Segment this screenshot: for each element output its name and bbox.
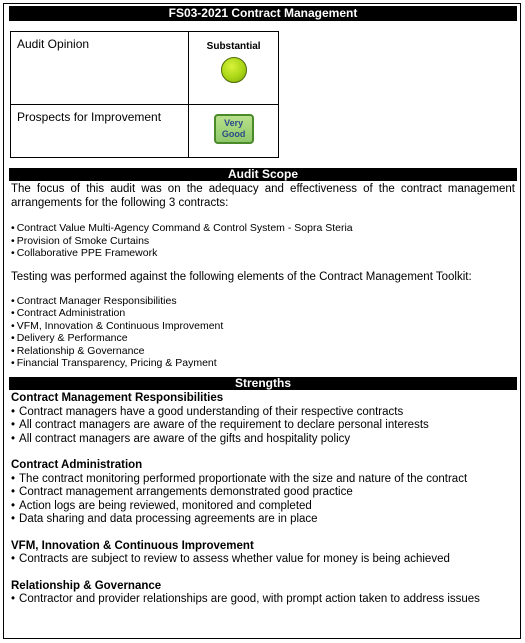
list-item: • Contract Value Multi-Agency Command & Control System - Sopra Steria xyxy=(11,222,515,235)
strength-list xyxy=(11,473,515,527)
contracts-list xyxy=(11,222,515,260)
list-item: • All contract managers are aware of the gifts and hospitality policy xyxy=(11,433,515,447)
strength-group-title: Relationship & Governance xyxy=(11,579,162,592)
list-item: • Contracts are subject to review to assess whether value for money is being achieved xyxy=(11,553,515,567)
list-item: • VFM, Innovation & Continuous Improvement xyxy=(11,320,515,333)
strengths-heading: Strengths xyxy=(9,377,517,390)
very-good-badge-icon xyxy=(214,114,254,144)
list-item: • Contract management arrangements demonstrated good practice xyxy=(11,486,515,500)
strength-list xyxy=(11,406,515,447)
strength-group xyxy=(11,540,515,567)
strength-group-title: Contract Administration xyxy=(11,459,143,471)
list-item: • Delivery & Performance xyxy=(11,332,515,345)
prospects-row xyxy=(11,105,279,158)
strength-group xyxy=(11,459,515,527)
list-item: • Financial Transparency, Pricing & Payment xyxy=(11,357,515,370)
prospects-value-line1: Very xyxy=(224,118,244,128)
audit-opinion-value: Substantial xyxy=(206,41,261,52)
strength-list xyxy=(11,553,515,567)
ratings-table xyxy=(10,31,279,158)
report-title: FS03-2021 Contract Management xyxy=(9,6,517,21)
list-item: • All contract managers are aware of the requirement to declare personal interests xyxy=(11,419,515,433)
strength-group xyxy=(11,392,515,446)
audit-opinion-label: Audit Opinion xyxy=(11,32,189,105)
list-item: • Collaborative PPE Framework xyxy=(11,247,515,260)
prospects-value-line2: Good xyxy=(221,129,246,139)
strength-group-title: VFM, Innovation & Continuous Improvement xyxy=(11,539,254,552)
audit-scope-section xyxy=(11,182,515,370)
audit-scope-heading: Audit Scope xyxy=(9,168,517,181)
strengths-section xyxy=(11,392,515,620)
strength-list xyxy=(11,593,515,607)
list-item: • Contract Administration xyxy=(11,307,515,320)
prospects-label: Prospects for Improvement xyxy=(11,105,189,158)
audit-opinion-cell xyxy=(189,32,279,105)
testing-intro: Testing was performed against the following elements of the Contract Management Toolkit: xyxy=(11,270,472,283)
list-item: • The contract monitoring performed proportionate with the size and nature of the contract xyxy=(11,473,515,487)
list-item: • Contract Manager Responsibilities xyxy=(11,295,515,308)
prospects-cell xyxy=(189,105,279,158)
scope-intro: The focus of this audit was on the adequacy and effectiveness of the contract management arrangements for the following 3 contracts: xyxy=(11,183,515,209)
strength-group xyxy=(11,580,515,607)
audit-opinion-row xyxy=(11,32,279,105)
green-status-icon xyxy=(221,57,247,83)
list-item: • Data sharing and data processing agreements are in place xyxy=(11,513,515,527)
list-item: • Contractor and provider relationships are good, with prompt action taken to address issues xyxy=(11,593,515,607)
elements-list xyxy=(11,295,515,370)
list-item: • Contract managers have a good understanding of their respective contracts xyxy=(11,406,515,420)
list-item: • Provision of Smoke Curtains xyxy=(11,235,515,248)
list-item: • Relationship & Governance xyxy=(11,345,515,358)
list-item: • Action logs are being reviewed, monitored and completed xyxy=(11,500,515,514)
strength-group-title: Contract Management Responsibilities xyxy=(11,392,224,404)
